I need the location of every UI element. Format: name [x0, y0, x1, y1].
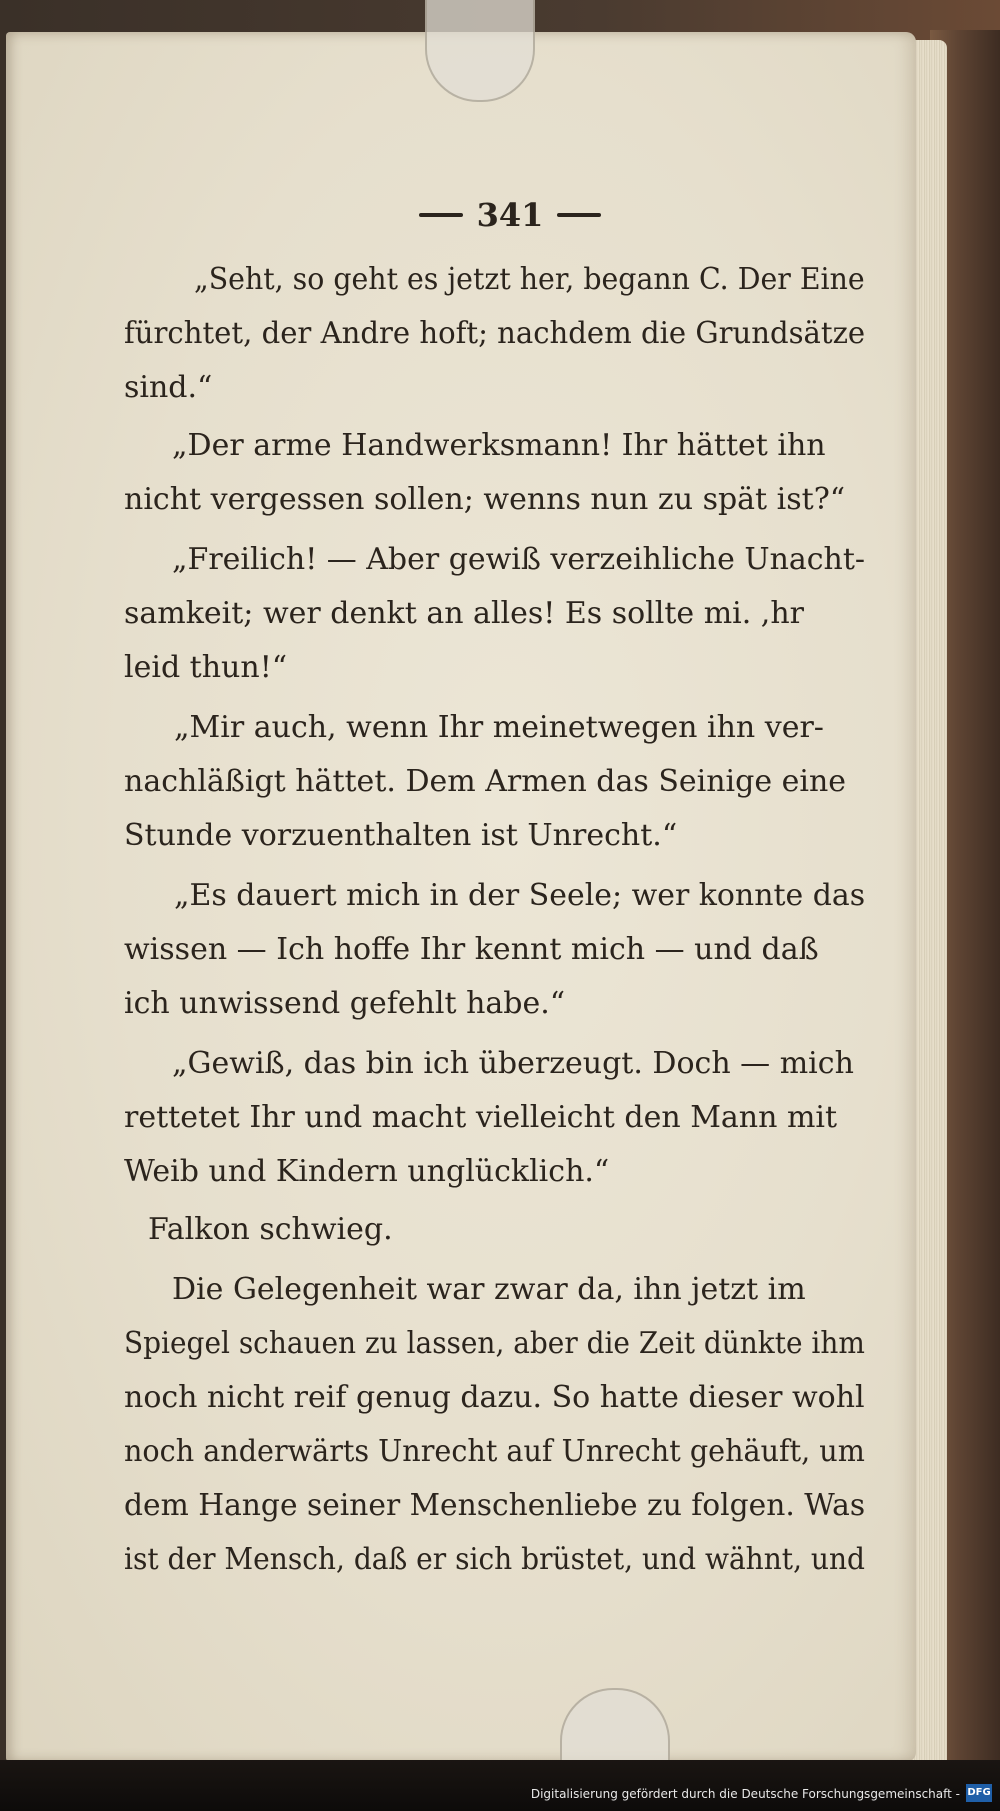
header-dash-left	[419, 213, 463, 217]
text-line: „Seht, so geht es jetzt her, begann C. Der Eine	[194, 262, 865, 297]
text-line: rettetet Ihr und macht vielleicht den Mann mit	[124, 1100, 838, 1135]
text-line: noch nicht reif genug dazu. So hatte dieser wohl	[124, 1380, 865, 1415]
page-header	[380, 190, 640, 240]
text-line: ich unwissend gefehlt habe.“	[124, 986, 566, 1021]
text-line: nicht vergessen sollen; wenns nun zu spät ist?“	[124, 482, 846, 517]
text-line: Die Gelegenheit war zwar da, ihn jetzt im	[172, 1272, 806, 1307]
text-line: samkeit; wer denkt an alles! Es sollte mi. ,hr	[124, 596, 805, 631]
text-line: Weib und Kindern unglücklich.“	[124, 1154, 610, 1189]
page-number: 341	[476, 196, 544, 234]
footer-bar	[0, 1760, 1000, 1811]
text-line: noch anderwärts Unrecht auf Unrecht gehäuft, um	[124, 1434, 865, 1469]
text-line: leid thun!“	[124, 650, 288, 685]
dfg-logo: DFG	[966, 1784, 992, 1802]
digitization-credit: Digitalisierung gefördert durch die Deutsche Forschungsgemeinschaft -	[530, 1787, 960, 1801]
text-line: „Gewiß, das bin ich überzeugt. Doch — mich	[172, 1046, 854, 1081]
text-line: „Der arme Handwerksmann! Ihr hättet ihn	[172, 428, 826, 463]
header-dash-right	[557, 213, 601, 217]
page-holder-clip-top	[425, 0, 535, 102]
text-line: „Es dauert mich in der Seele; wer konnte das	[174, 878, 866, 913]
text-line: Stunde vorzuenthalten ist Unrecht.“	[124, 818, 678, 853]
text-line: nachläßigt hättet. Dem Armen das Seinige eine	[124, 764, 847, 799]
text-line: Falkon schwieg.	[148, 1212, 393, 1247]
text-line: „Mir auch, wenn Ihr meinetwegen ihn ver-	[174, 710, 824, 745]
text-line: ist der Mensch, daß er sich brüstet, und wähnt, und	[124, 1542, 866, 1577]
text-line: Spiegel schauen zu lassen, aber die Zeit dünkte ihm	[124, 1326, 865, 1361]
text-line: „Freilich! — Aber gewiß verzeihliche Unacht-	[172, 542, 866, 577]
text-line: fürchtet, der Andre hoft; nachdem die Grundsätze	[124, 316, 866, 351]
text-line: sind.“	[124, 370, 213, 405]
text-line: dem Hange seiner Menschenliebe zu folgen. Was	[124, 1488, 866, 1523]
text-line: wissen — Ich hoffe Ihr kennt mich — und daß	[124, 932, 819, 967]
